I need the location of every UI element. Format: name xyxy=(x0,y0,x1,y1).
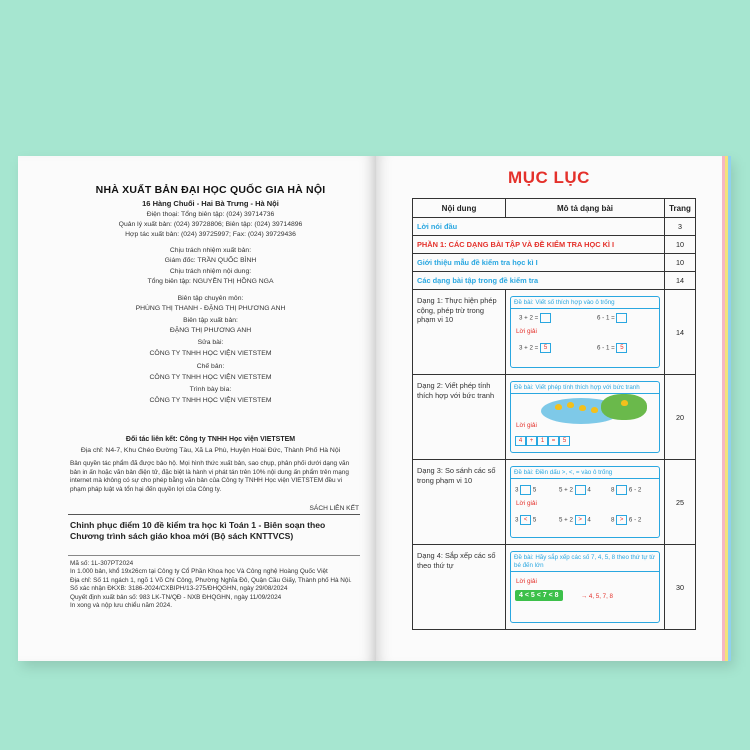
pub-info-line: In 1.000 bản, khổ 19x26cm tại Công ty Cổ Phần Khoa học Và Công nghệ Hoàng Quốc Việt xyxy=(70,568,328,576)
pub-info-line: Mã số: 1L-307PT2024 xyxy=(70,560,134,567)
credit-line: Biên tập xuất bản: xyxy=(183,317,238,324)
credit-line: Tổng biên tập: NGUYỄN THỊ HỒNG NGA xyxy=(147,278,274,285)
example-prompt: Đề bài: Viết phép tính thích hợp với bức tranh xyxy=(511,382,659,394)
header-content: Nội dung xyxy=(413,199,506,218)
toc-page: 3 xyxy=(665,218,696,236)
operand: 5 xyxy=(532,516,537,524)
duck-icon xyxy=(579,405,586,411)
toc-page: 14 xyxy=(665,290,696,375)
equation xyxy=(515,436,570,446)
answer xyxy=(519,343,551,353)
answer-box: 5 xyxy=(616,343,627,353)
equation-cell: 4 xyxy=(515,436,526,446)
example-cell xyxy=(506,290,665,375)
pub-info-line: Số xác nhận ĐKXB: 3186-2024/CXBIPH/13-275/ĐHQGHN, ngày 29/08/2024 xyxy=(70,585,288,593)
toc-row xyxy=(413,254,696,272)
grass-illustration xyxy=(601,394,647,420)
publisher-address: 16 Hàng Chuối - Hai Bà Trưng - Hà Nội xyxy=(142,199,279,208)
credit-line: CÔNG TY TNHH HỌC VIỆN VIETSTEM xyxy=(149,397,272,404)
operand: 8 xyxy=(611,516,615,524)
publisher-name: NHÀ XUẤT BẢN ĐẠI HỌC QUỐC GIA HÀ NỘI xyxy=(95,184,326,196)
solution-label: Lời giải xyxy=(516,500,537,507)
answer-box xyxy=(520,485,531,495)
copyright-notice: Bản quyền tác phẩm đã được bảo hộ. Mọi hình thức xuất bản, sao chụp, phân phối dưới dạng văn bản in ấn hoặc văn bản điện tử, đặc biệt là hành vi phát tán trên 10% nội dung ấn phẩm trên mạng internet mà không có sự cho phép bằng văn bản của Công ty TNHH Học viện VIETSTEM đều vi phạm pháp luật và tổn hại đến quyền lợi của Công ty. xyxy=(70,460,350,493)
question xyxy=(519,313,551,323)
answer-box xyxy=(575,485,586,495)
exercise-type: Dạng 4: Sắp xếp các số theo thứ tự xyxy=(413,545,506,630)
comparison xyxy=(515,515,536,525)
exercise-type: Dạng 2: Viết phép tính thích hợp với bức tranh xyxy=(413,375,506,460)
example-cell xyxy=(506,545,665,630)
operand: 6 - 2 xyxy=(628,516,642,524)
toc-row xyxy=(413,218,696,236)
toc-entry: Các dạng bài tập trong đề kiểm tra xyxy=(413,272,665,290)
example-cell xyxy=(506,375,665,460)
operand: 3 xyxy=(515,486,519,494)
toc-page: 10 xyxy=(665,254,696,272)
operand: 5 + 2 xyxy=(559,516,573,524)
solution-label: Lời giải xyxy=(516,422,537,429)
exercise-type: Dạng 3: So sánh các số trong phạm vi 10 xyxy=(413,460,506,545)
question-text: 6 - 1 = xyxy=(597,314,615,322)
comparison xyxy=(559,485,591,495)
question xyxy=(597,313,627,323)
toc-header-row xyxy=(413,199,696,218)
contact-line: Hợp tác xuất bản: (024) 39725997; Fax: (024) 39729436 xyxy=(125,231,296,238)
operand: 5 xyxy=(532,486,537,494)
toc-title: MỤC LỤC xyxy=(508,168,590,187)
result-text: 4, 5, 7, 8 xyxy=(588,593,614,600)
duck-icon xyxy=(555,404,562,410)
answer-box: < xyxy=(520,515,531,525)
open-book xyxy=(18,156,730,661)
toc-page: 10 xyxy=(665,236,696,254)
header-page: Trang xyxy=(665,199,696,218)
example-card xyxy=(510,466,660,538)
toc-row xyxy=(413,290,696,375)
credit-line: Giám đốc: TRẦN QUỐC BÌNH xyxy=(164,257,257,264)
toc-page: 14 xyxy=(665,272,696,290)
answer-text: 6 - 1 = xyxy=(597,344,615,352)
credit-line: Chịu trách nhiệm xuất bản: xyxy=(169,247,252,254)
answer-box xyxy=(616,485,627,495)
partner-address: Địa chỉ: N4-7, Khu Chéo Đường Tàu, Xã La Phù, Huyện Hoài Đức, Thành Phố Hà Nội xyxy=(80,447,341,454)
right-page xyxy=(376,156,722,661)
toc-entry: PHẦN 1: CÁC DẠNG BÀI TẬP VÀ ĐỀ KIỂM TRA HỌC KÌ I xyxy=(413,236,665,254)
toc-entry: Lời nói đầu xyxy=(413,218,665,236)
book-title: Chinh phục điểm 10 đề kiểm tra học kì Toán 1 - Biên soạn theo Chương trình sách giáo khoa mới (Bộ sách KNTTVCS) xyxy=(70,520,326,541)
example-prompt: Đề bài: Viết số thích hợp vào ô trống xyxy=(511,297,659,309)
solution-label: Lời giải xyxy=(516,328,537,335)
operand: 3 xyxy=(515,516,519,524)
pub-info-line: In xong và nộp lưu chiểu năm 2024. xyxy=(70,602,172,610)
example-card xyxy=(510,381,660,453)
sequence-badge: 4 < 5 < 7 < 8 xyxy=(515,590,563,601)
example-prompt: Đề bài: Điền dấu >, <, = vào ô trống xyxy=(511,467,659,479)
credit-line: Sửa bài: xyxy=(197,339,224,346)
toc-page: 30 xyxy=(665,545,696,630)
question-text: 3 + 2 = xyxy=(519,314,539,322)
comparison xyxy=(515,485,536,495)
duck-icon xyxy=(567,402,574,408)
comparison xyxy=(611,485,641,495)
answer xyxy=(597,343,627,353)
operand: 6 - 2 xyxy=(628,486,642,494)
operand: 4 xyxy=(587,486,591,494)
publication-info xyxy=(70,560,360,610)
divider xyxy=(68,555,360,556)
example-prompt: Đề bài: Hãy sắp xếp các số 7, 4, 5, 8 theo thứ tự từ bé đến lớn xyxy=(511,552,659,572)
answer-box xyxy=(540,313,551,323)
equation-cell: 5 xyxy=(559,436,570,446)
toc-row xyxy=(413,545,696,630)
toc-page: 20 xyxy=(665,375,696,460)
toc-table xyxy=(412,198,696,630)
answer-box: > xyxy=(575,515,586,525)
comparison xyxy=(611,515,641,525)
credit-line: ĐẶNG THỊ PHƯƠNG ANH xyxy=(169,327,252,334)
toc-row xyxy=(413,375,696,460)
credit-line: Trình bày bìa: xyxy=(189,386,232,393)
example-card xyxy=(510,296,660,368)
credit-line: CÔNG TY TNHH HỌC VIỆN VIETSTEM xyxy=(149,350,272,357)
divider xyxy=(68,514,360,515)
left-page xyxy=(18,156,376,661)
equation-cell: = xyxy=(548,436,559,446)
toc-row xyxy=(413,236,696,254)
credit-line: CÔNG TY TNHH HỌC VIỆN VIETSTEM xyxy=(149,374,272,381)
toc-entry: Giới thiệu mẫu đề kiểm tra học kì I xyxy=(413,254,665,272)
operand: 4 xyxy=(587,516,591,524)
credit-line: Biên tập chuyên môn: xyxy=(177,295,244,302)
sequence-result: → 4, 5, 7, 8 xyxy=(581,593,614,600)
operand: 8 xyxy=(611,486,615,494)
partner-name: Đối tác liên kết: Công ty TNHH Học viện VIETSTEM xyxy=(125,436,296,443)
header-desc: Mô tả dạng bài xyxy=(506,199,665,218)
toc-row xyxy=(413,272,696,290)
equation-cell: + xyxy=(526,436,537,446)
pub-info-line: Quyết định xuất bản số: 983 LK-TN/QĐ - NXB ĐHQGHN, ngày 11/09/2024 xyxy=(70,593,282,601)
operand: 5 + 2 xyxy=(559,486,573,494)
credit-line: PHÙNG THỊ THANH - ĐẶNG THỊ PHƯƠNG ANH xyxy=(135,305,286,312)
answer-box: 5 xyxy=(540,343,551,353)
contact-line: Điện thoại: Tổng biên tập: (024) 39714736 xyxy=(146,211,275,218)
contact-line: Quản lý xuất bản: (024) 39728806; Biên tập: (024) 39714896 xyxy=(118,221,303,228)
toc-row xyxy=(413,460,696,545)
equation-cell: 1 xyxy=(537,436,548,446)
credit-line: Chế bản: xyxy=(196,363,225,370)
duck-icon xyxy=(591,407,598,413)
example-card xyxy=(510,551,660,623)
exercise-type: Dạng 1: Thực hiện phép cộng, phép trừ trong phạm vi 10 xyxy=(413,290,506,375)
example-cell xyxy=(506,460,665,545)
linked-book-label: SÁCH LIÊN KẾT xyxy=(309,505,359,512)
toc-page: 25 xyxy=(665,460,696,545)
pub-info-line: Địa chỉ: Số 11 ngách 1, ngõ 1 Võ Chí Công, Phường Nghĩa Đô, Quận Cầu Giấy, Thành phố Hà Nội. xyxy=(70,576,352,584)
answer-box: > xyxy=(616,515,627,525)
credit-line: Chịu trách nhiệm nội dung: xyxy=(169,268,252,275)
duck-icon xyxy=(621,400,628,406)
solution-label: Lời giải xyxy=(516,578,537,585)
answer-text: 3 + 2 = xyxy=(519,344,539,352)
comparison xyxy=(559,515,591,525)
page-edge-blue xyxy=(728,156,731,661)
answer-box xyxy=(616,313,627,323)
